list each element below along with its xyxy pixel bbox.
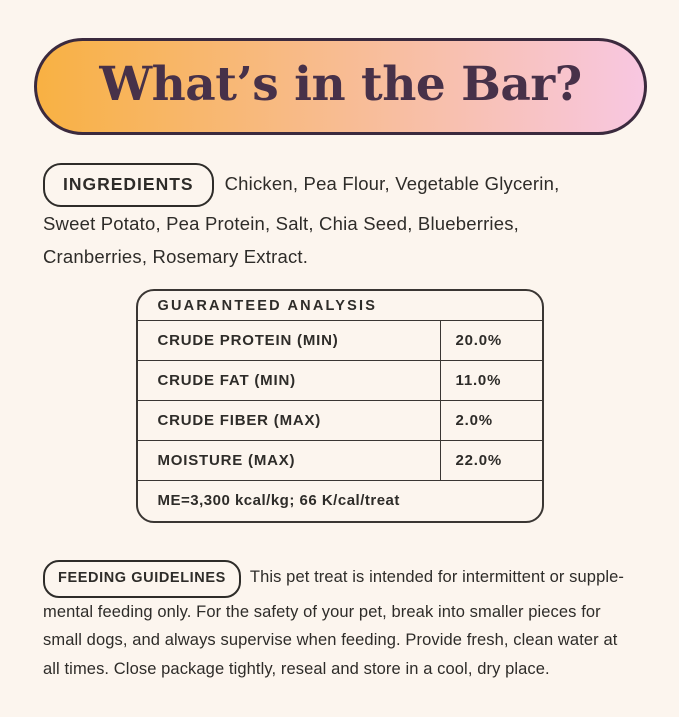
table-row-protein xyxy=(138,321,542,361)
table-row-moisture xyxy=(138,441,542,481)
feeding-guidelines-section xyxy=(43,560,646,683)
table-title: GUARANTEED ANALYSIS xyxy=(138,291,542,321)
guaranteed-analysis-table xyxy=(136,289,544,523)
ingredients-label-pill: INGREDIENTS xyxy=(43,163,214,207)
feeding-line-4: all times. Close package tightly, reseal and store in a cool, dry place. xyxy=(43,659,550,678)
feeding-line-3: small dogs, and always supervise when feeding. Provide fresh, clean water at xyxy=(43,631,618,649)
table-row-fat xyxy=(138,361,542,401)
row-label: CRUDE PROTEIN (MIN) xyxy=(157,332,339,349)
row-value: 22.0% xyxy=(440,441,542,480)
table-row-fiber xyxy=(138,401,542,441)
table-footnote: ME=3,300 kcal/kg; 66 K/cal/treat xyxy=(157,492,400,509)
row-label: CRUDE FAT (MIN) xyxy=(157,372,296,389)
ingredients-line-1: Chicken, Pea Flour, Vegetable Glycerin, xyxy=(224,173,560,194)
row-label: MOISTURE (MAX) xyxy=(157,452,296,469)
ingredients-line-3: Cranberries, Rosemary Extract. xyxy=(43,246,309,267)
ingredients-line-2: Sweet Potato, Pea Protein, Salt, Chia Seed, Blueberries, xyxy=(43,213,520,234)
row-value: 2.0% xyxy=(440,401,542,440)
feeding-line-2: mental feeding only. For the safety of your pet, break into smaller pieces for xyxy=(43,602,601,621)
page-title: What’s in the Bar? xyxy=(99,57,582,112)
header-banner xyxy=(34,38,647,135)
row-label: CRUDE FIBER (MAX) xyxy=(157,412,322,429)
feeding-line-1: This pet treat is intended for intermittent or supple- xyxy=(249,568,624,586)
ingredients-section xyxy=(43,163,643,273)
row-value: 20.0% xyxy=(440,321,542,360)
feeding-label-pill: FEEDING GUIDELINES xyxy=(43,560,241,598)
row-value: 11.0% xyxy=(440,361,542,400)
